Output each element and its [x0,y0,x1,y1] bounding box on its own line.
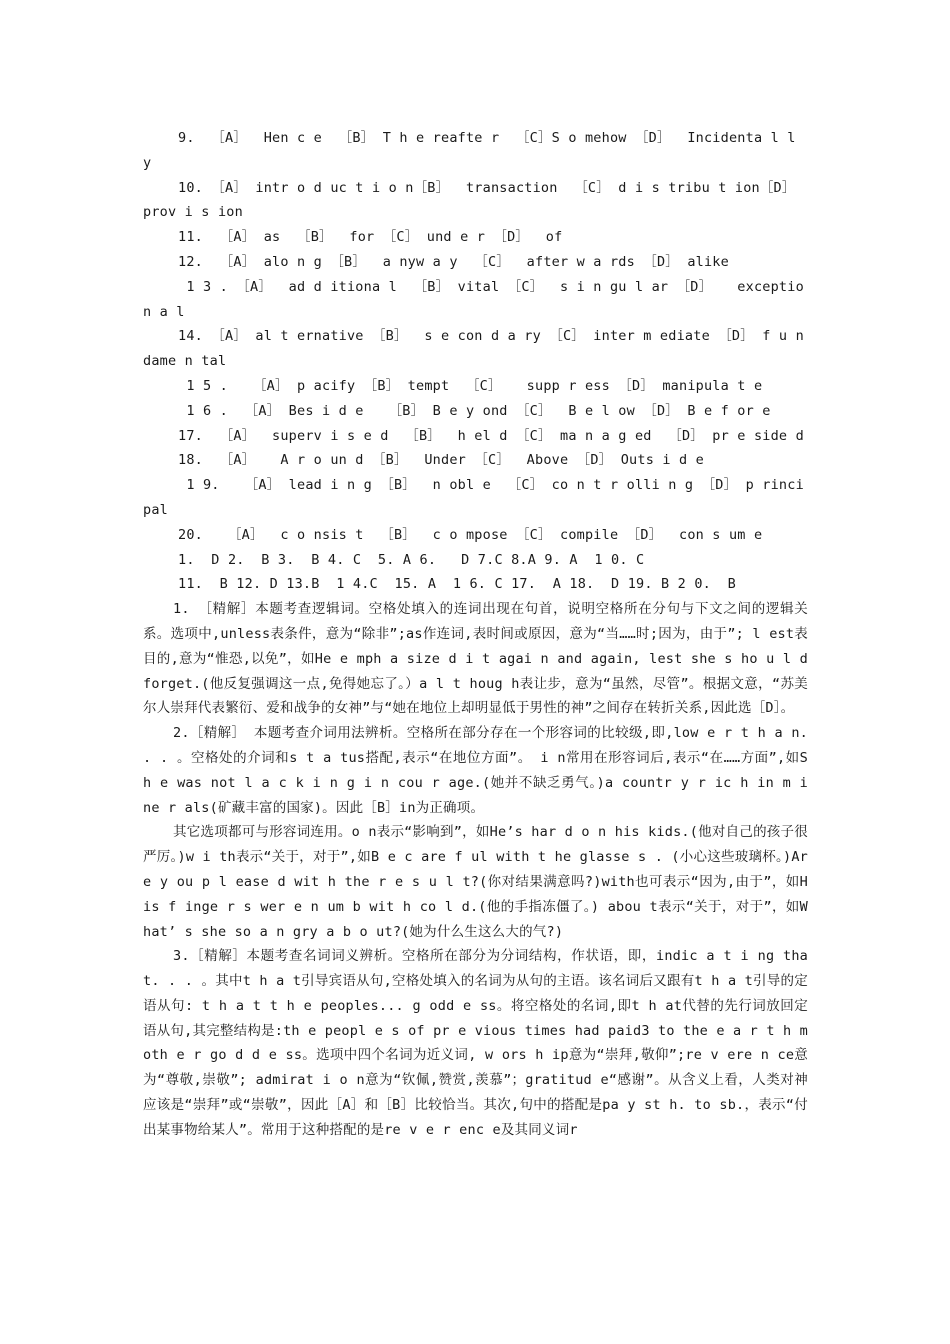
option-line-18: 18. ［A］ A r o un d ［B］ Under ［C］ Above ［D］ Outs i d e [178,452,704,469]
option-line-13: 1 3 . ［A］ ad d itiona l ［B］ vital ［C］ s i n gu l ar ［D］ exception a l [143,278,804,320]
option-line-15: 1 5 . ［A］ p acify ［B］ tempt ［C］ supp r ess ［D］ manipula t e [178,377,763,394]
option-line-16: 1 6 . ［A］ Bes i d e ［B］ B e y ond ［C］ B e l ow ［D］ B e f or e [178,402,771,419]
explanation-paragraph-2-continued: 其它选项都可与形容词连用。o n表示“影响到”，如He’s har d o n his kids.(他对自己的孩子很严厉。)w i th表示“关于，对于”,如B e c are f ul with t he glasse s . (小心这些玻璃杯。)Ar e y ou p l ease d wit h the r e s u l t?(你对结果满意吗?)with也可表示“因为,由于”，如His f inge r s wer e n um b wit h co l d.(他的手指冻僵了。) abou t表示“关于，对于”，如What’ s she so a n gry a b o ut?(她为什么生这么大的气?) [143,824,808,940]
option-line-9: 9. ［A］ Hen c e ［B］ T h e reafte r ［C］S o mehow ［D］ Incidenta l l y [143,130,804,171]
option-line-10: 10. ［A］ intr o d uc t i o n［B］ transaction ［C］ d i s tribu t ion［D］ prov i s ion [143,179,804,221]
explanation-paragraph-3: 3.［精解］本题考查名词词义辨析。空格所在部分为分词结构，作状语，即，indic a t i ng that. . . 。其中t h a t引导宾语从句,空格处填入的名词为从句的主语。该名词后又跟有t h a t引导的定语从句: t h a t t h e peoples... g odd e ss。将空格处的名词,即t h at代替的先行词放回定语从句,其完整结构是:th e peopl e s of pr e vious times had paid3 to the e a r t h moth e r go d d e ss。选项中四个名词为近义词, w ors h ip意为“崇拜,敬仰”;re v ere n ce意为“尊敬,崇敬”; admirat i o n意为“钦佩,赞赏,羡慕”；gratitud e“感谢”。从含义上看，人类对神应该是“崇拜”或“崇敬”，因此［A］和［B］比较恰当。其次,句中的搭配是pa y st h. to sb.，表示“付出某事物给某人”。常用于这种搭配的是re v e r enc e及其同义词r [143,948,808,1138]
option-line-19: 1 9. ［A］ lead i n g ［B］ n obl e ［C］ co n t r olli n g ［D］ p rincipal [143,477,804,518]
option-line-20: 20. ［A］ c o nsis t ［B］ c o mpose ［C］ compile ［D］ con s um e [178,526,763,543]
option-line-14: 14. ［A］ al t ernative ［B］ s e con d a ry ［C］ inter m ediate ［D］ f u ndame n tal [143,328,804,370]
option-line-12: 12. ［A］ alo n g ［B］ a nyw a y ［C］ after w a rds ［D］ alike [178,253,729,270]
explanation-paragraph-1: 1. ［精解］本题考查逻辑词。空格处填入的连词出现在句首，说明空格所在分句与下文之间的逻辑关系。选项中,unless表条件，意为“除非”;as作连词,表时间或原因，意为“当……时;因为，由于”; l est表目的,意为“惟恐,以免”，如He e mph a size d i t agai n and again, lest she s ho u l d forget.(他反复强调这一点,免得她忘了。）a l t houg h表让步，意为“虽然，尽管”。根据文意，“苏美尔人崇拜代表繁衍、爱和战争的女神”与“她在地位上却明显低于男性的神”之间存在转折关系,因此选［D］。 [143,601,808,717]
option-line-11: 11. ［A］ as ［B］ for ［C］ und e r ［D］ of [178,229,563,246]
document-content [143,126,808,1143]
answer-key-line-1: 1. D 2. B 3. B 4. C 5. A 6. D 7.C 8.A 9. A 1 0. C [178,551,645,568]
answer-key-line-2: 11. B 12. D 13.B 1 4.C 15. A 1 6. C 17. A 18. D 19. B 2 0. B [178,576,736,593]
option-line-17: 17. ［A］ superv i s e d ［B］ h el d ［C］ ma n a g ed ［D］ pr e side d [178,427,804,444]
explanation-paragraph-2: 2.［精解］ 本题考查介词用法辨析。空格所在部分存在一个形容词的比较级,即,low e r t h a n. . . 。空格处的介词和s t a tus搭配,表示“在地位方面”。 i n常用在形容词后,表示“在……方面”,如S h e was not l a c k i n g i n cou r age.(她并不缺乏勇气。)a countr y r ic h in m i ne r als(矿藏丰富的国家)。因此［B］in为正确项。 [143,725,808,816]
